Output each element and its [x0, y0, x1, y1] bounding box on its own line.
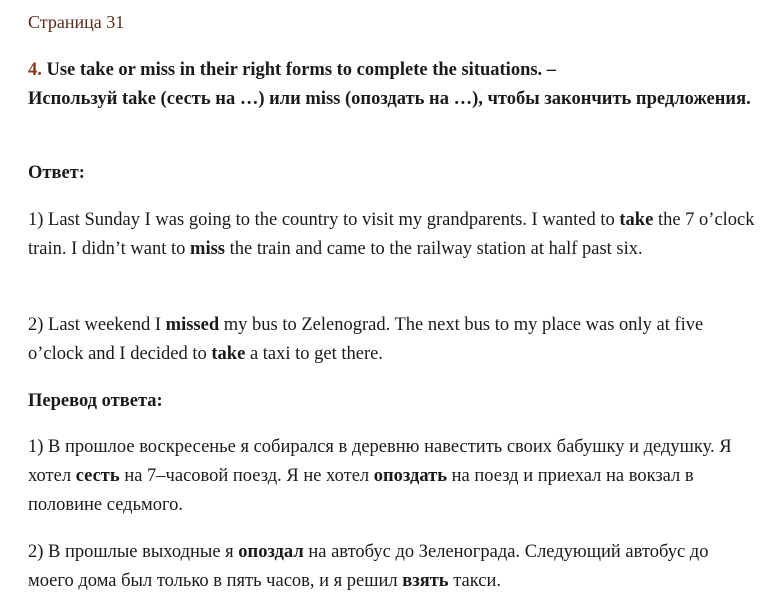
highlighted-word: miss [190, 239, 225, 259]
paragraph-text: 1) В прошлое воскресенье я собирался в деревню навестить своих бабушку и дедушку. Я хотел [28, 437, 732, 486]
translation-heading: Перевод ответа: [28, 391, 163, 411]
paragraph-text: на автобус до Зеленограда. Следующий автобус до моего дома был только в пять часов, и я решил [28, 542, 709, 591]
highlighted-word: взять [402, 571, 449, 591]
translation-paragraph [28, 538, 758, 596]
answer-paragraph [28, 311, 758, 369]
highlighted-word: опоздать [373, 466, 448, 486]
task-prompt [28, 56, 758, 114]
paragraph-text: the train and came to the railway station at half past six. [224, 239, 643, 259]
highlighted-word: сесть [75, 466, 120, 486]
paragraph-text: такси. [448, 571, 501, 591]
translation-paragraph [28, 433, 758, 520]
page-number-label: Страница 31 [28, 12, 125, 32]
paragraph-text: a taxi to get there. [245, 344, 383, 364]
paragraph-text: my bus to Zelenograd. The next bus to my place was only at five o’clock and I decided to [28, 315, 704, 364]
highlighted-word: missed [165, 315, 220, 335]
paragraph-text: 1) Last Sunday I was going to the country to visit my grandparents. I wanted to [28, 210, 620, 230]
paragraph-text: на 7–часовой поезд. Я не хотел [119, 466, 374, 486]
highlighted-word: take [619, 210, 654, 230]
paragraph-text: на поезд и приехал на вокзал в половине седьмого. [28, 466, 694, 515]
highlighted-word: опоздал [238, 542, 304, 562]
paragraph-text: the 7 o’clock train. I didn’t want to [28, 210, 755, 259]
highlighted-word: take [211, 344, 246, 364]
paragraph-text: 2) Last weekend I [28, 315, 166, 335]
task-number: 4. [28, 60, 42, 80]
paragraph-text: 2) В прошлые выходные я [28, 542, 239, 562]
answer-paragraph [28, 206, 758, 264]
task-text-ru: Используй take (сесть на …) или miss (опоздать на …), чтобы закончить предложения. [28, 89, 751, 109]
task-text-en: Use take or miss in their right forms to complete the situations. – [41, 60, 557, 80]
answer-heading: Ответ: [28, 163, 85, 183]
